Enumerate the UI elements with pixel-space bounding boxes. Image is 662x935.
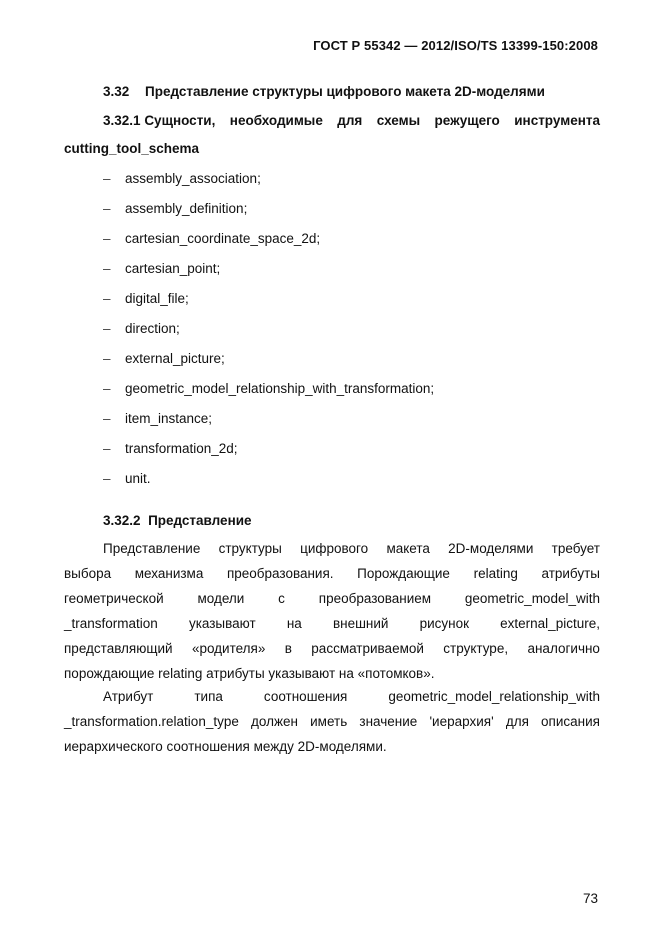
entity-name: external_picture; — [125, 351, 225, 366]
section-heading — [103, 84, 545, 99]
section-number: 3.32 — [103, 84, 130, 99]
page-number: 73 — [582, 891, 598, 906]
entity-name: digital_file; — [125, 291, 189, 306]
paragraph-word: механизма — [134, 566, 204, 581]
paragraph-word: relating — [473, 566, 518, 581]
paragraph-word: Атрибут — [103, 689, 154, 704]
paragraph-word: описания — [541, 714, 600, 729]
subsection2-title: Представление — [148, 513, 252, 528]
paragraph-word: порождающие relating атрибуты указывают на «потомков». — [64, 666, 435, 681]
dash-bullet: – — [103, 471, 111, 486]
paragraph-word: структуры — [218, 541, 282, 556]
entity-name: cartesian_coordinate_space_2d; — [125, 231, 321, 246]
paragraph-word: внешний — [332, 616, 389, 631]
paragraph-line — [64, 611, 600, 636]
paragraph-word: аналогично — [527, 641, 600, 656]
entity-name: transformation_2d; — [125, 441, 238, 456]
subsection-word: режущего — [434, 113, 500, 128]
paragraph-line — [64, 586, 600, 611]
paragraph-word: с — [278, 591, 285, 606]
dash-bullet: – — [103, 291, 111, 306]
paragraph-word: «родителя» — [191, 641, 266, 656]
subsection2-heading — [103, 513, 252, 528]
paragraph-word: в — [284, 641, 292, 656]
paragraph-word: Представление — [103, 541, 201, 556]
entity-name: unit. — [125, 471, 151, 486]
subsection-word: схемы — [376, 113, 421, 128]
paragraph-word: для — [505, 714, 529, 729]
paragraph-word: должен — [251, 714, 298, 729]
paragraph-word: атрибуты — [541, 566, 600, 581]
entity-name: direction; — [125, 321, 180, 336]
paragraph-word: иметь — [310, 714, 348, 729]
paragraph-word: выбора — [64, 566, 112, 581]
paragraph-word: преобразованием — [318, 591, 432, 606]
paragraph-word: соотношения — [263, 689, 348, 704]
paragraph-line — [64, 661, 600, 686]
entity-name: geometric_model_relationship_with_transformation; — [125, 381, 435, 396]
paragraph-word: макета — [386, 541, 430, 556]
paragraph-line — [64, 536, 600, 561]
subsection-continuation: cutting_tool_schema — [64, 141, 200, 156]
paragraph-word: рисунок — [419, 616, 470, 631]
subsection-heading — [64, 107, 600, 163]
paragraph-word: 'иерархия' — [429, 714, 494, 729]
paragraph-word: external_picture, — [500, 616, 600, 631]
paragraph-line — [64, 709, 600, 734]
entity-name: assembly_definition; — [125, 201, 248, 216]
paragraph-word: геометрической — [64, 591, 164, 606]
document-header: ГОСТ Р 55342 — 2012/ISO/TS 13399-150:2008 — [313, 38, 598, 53]
paragraph-word: иерархического соотношения между 2D-моделями. — [64, 739, 387, 754]
subsection-number-and-word — [103, 107, 215, 135]
paragraph-word: структуре, — [443, 641, 509, 656]
paragraph-word: _transformation.relation_type — [64, 714, 239, 729]
dash-bullet: – — [103, 231, 111, 246]
subsection-heading-line — [64, 107, 600, 135]
subsection-word: инструмента — [514, 113, 600, 128]
paragraph-word: рассматриваемой — [311, 641, 424, 656]
paragraph-word: указывают — [188, 616, 256, 631]
dash-bullet: – — [103, 441, 111, 456]
paragraph-word: geometric_model_relationship_with — [388, 689, 600, 704]
paragraph-line — [64, 684, 600, 709]
paragraph-2 — [64, 684, 600, 759]
paragraph-line — [64, 734, 600, 759]
paragraph-word: цифрового — [300, 541, 369, 556]
subsection-word: для — [337, 113, 363, 128]
paragraph-word: преобразования. — [226, 566, 334, 581]
dash-bullet: – — [103, 261, 111, 276]
dash-bullet: – — [103, 411, 111, 426]
entity-name: assembly_association; — [125, 171, 261, 186]
entity-name: item_instance; — [125, 411, 213, 426]
paragraph-word: Порождающие — [357, 566, 450, 581]
paragraph-word: _transformation — [64, 616, 158, 631]
paragraph-line — [64, 561, 600, 586]
paragraph-word: на — [286, 616, 302, 631]
paragraph-word: типа — [194, 689, 223, 704]
dash-bullet: – — [103, 351, 111, 366]
dash-bullet: – — [103, 381, 111, 396]
paragraph-word: значение — [359, 714, 418, 729]
dash-bullet: – — [103, 321, 111, 336]
paragraph-word: geometric_model_with — [464, 591, 600, 606]
subsection-word: необходимые — [229, 113, 323, 128]
subsection2-number: 3.32.2 — [103, 513, 141, 528]
dash-bullet: – — [103, 201, 111, 216]
subsection-word: Сущности, — [144, 113, 216, 128]
paragraph-line — [64, 636, 600, 661]
dash-bullet: – — [103, 171, 111, 186]
section-title: Представление структуры цифрового макета 2D-моделями — [145, 84, 545, 99]
paragraph-word: требует — [551, 541, 600, 556]
subsection-number: 3.32.1 — [103, 113, 141, 128]
paragraph-word: 2D-моделями — [448, 541, 534, 556]
paragraph-word: модели — [197, 591, 245, 606]
paragraph-1 — [64, 536, 600, 686]
paragraph-word: представляющий — [64, 641, 173, 656]
entity-name: cartesian_point; — [125, 261, 221, 276]
